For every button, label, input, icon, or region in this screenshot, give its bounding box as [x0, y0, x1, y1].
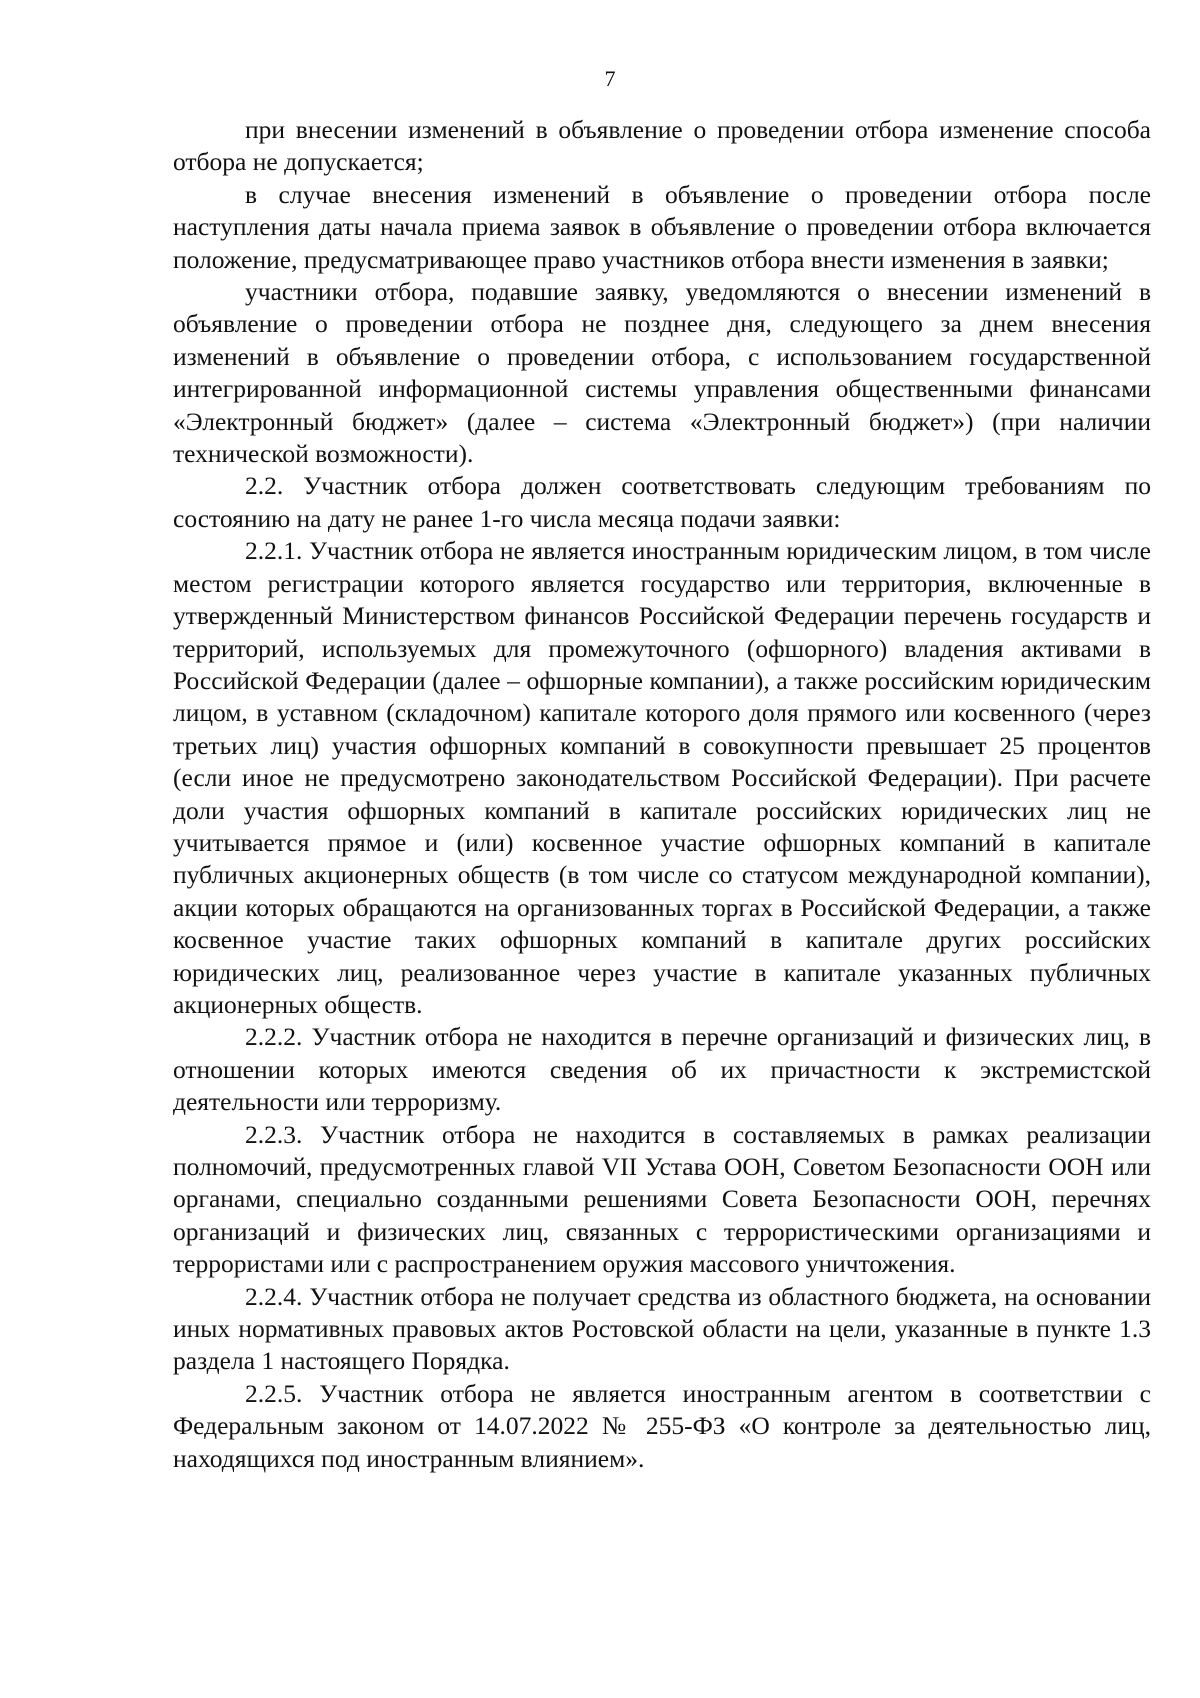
paragraph: 2.2.2. Участник отбора не находится в перечне организаций и физических лиц, в отношении которых имеются сведения об их причастности к экстремистской деятельности или терроризму. — [173, 1022, 1151, 1117]
paragraph: в случае внесения изменений в объявление о проведении отбора после наступления даты начала приема заявок в объявление о проведении отбора включается положение, предусматривающее право участников отбора внести изменения в заявки; — [173, 179, 1151, 274]
paragraph: 2.2.1. Участник отбора не является иностранным юридическим лицом, в том числе местом регистрации которого является государство или территория, включенные в утвержденный Министерством финансов Российской Федерации перечень государств и территорий, используемых для промежуточного (офшорного) владения активами в Российской Федерации (далее – офшорные компании), а также российским юридическим лицом, в уставном (складочном) капитале которого доля прямого или косвенного (через третьих лиц) участия офшорных компаний в совокупности превышает 25 процентов (если иное не предусмотрено законодательством Российской Федерации). При расчете доли участия офшорных компаний в капитале российских юридических лиц не учитывается прямое и (или) косвенное участие офшорных компаний в капитале публичных акционерных обществ (в том числе со статусом международной компании), акции которых обращаются на организованных торгах в Российской Федерации, а также косвенное участие таких офшорных компаний в капитале других российских юридических лиц, реализованное через участие в капитале указанных публичных акционерных обществ. — [173, 536, 1151, 1019]
paragraph: 2.2. Участник отбора должен соответствовать следующим требованиям по состоянию на дату не ранее 1-го числа месяца подачи заявки: — [173, 471, 1151, 533]
paragraph: 2.2.5. Участник отбора не является иностранным агентом в соответствии с Федеральным законом от 14.07.2022 № 255-ФЗ «О контроле за деятельностью лиц, находящихся под иностранным влиянием». — [173, 1378, 1151, 1473]
paragraph: при внесении изменений в объявление о проведении отбора изменение способа отбора не допускается; — [173, 115, 1151, 177]
paragraph: 2.2.4. Участник отбора не получает средства из областного бюджета, на основании иных нормативных правовых актов Ростовской области на цели, указанные в пункте 1.3 раздела 1 настоящего Порядка. — [173, 1281, 1151, 1376]
paragraph: участники отбора, подавшие заявку, уведомляются о внесении изменений в объявление о проведении отбора не позднее дня, следующего за днем внесения изменений в объявление о проведении отбора, с использованием государственной интегрированной информационной системы управления общественными финансами «Электронный бюджет» (далее – система «Электронный бюджет») (при наличии технической возможности). — [173, 277, 1151, 469]
document-body — [173, 114, 1151, 1475]
page-number: 7 — [604, 66, 616, 91]
paragraph: 2.2.3. Участник отбора не находится в составляемых в рамках реализации полномочий, предусмотренных главой VII Устава ООН, Советом Безопасности ООН или органами, специально созданными решениями Совета Безопасности ООН, перечнях организаций и физических лиц, связанных с террористическими организациями и террористами или с распространением оружия массового уничтожения. — [173, 1119, 1151, 1279]
